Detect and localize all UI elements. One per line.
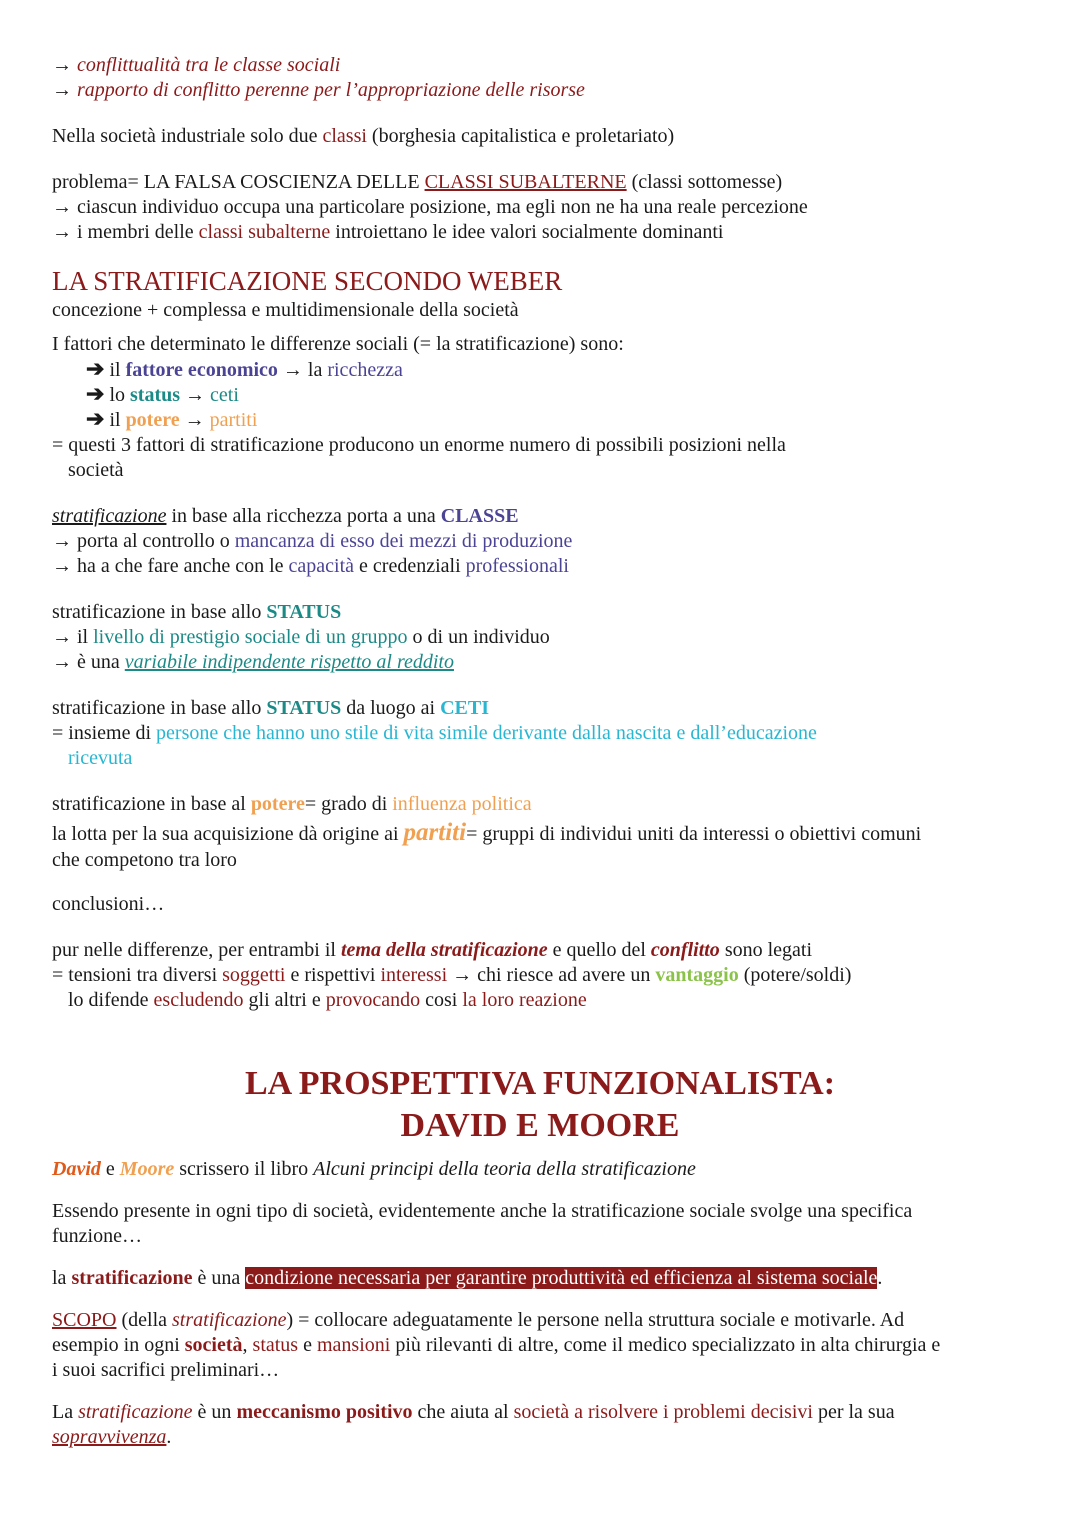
conclusions-label: conclusioni… — [52, 893, 165, 915]
ceti-heading: stratificazione in base allo STATUS da luogo ai CETI — [52, 697, 489, 719]
factors-intro: I fattori che determinato le differenze sociali (= la stratificazione) sono: — [52, 333, 624, 355]
arrow-icon: ➔ — [86, 356, 105, 381]
class-point-1: → porta al controllo o mancanza di esso dei mezzi di produzione — [52, 530, 573, 552]
necessary-condition: la stratificazione è una condizione necessaria per garantire produttività ed efficienza al sistema sociale. — [52, 1267, 883, 1289]
false-consciousness-line: problema= LA FALSA COSCIENZA DELLE CLASSI SUBALTERNE (classi sottomesse) — [52, 171, 783, 193]
parties-line-cont: che competono tra loro — [52, 849, 237, 871]
final-line-3: lo difende escludendo gli altri e provocando cosi la loro reazione — [68, 989, 587, 1011]
status-heading: stratificazione in base allo STATUS — [52, 601, 342, 623]
industrial-society-line: Nella società industriale solo due classi (borghesia capitalistica e proletariato) — [52, 125, 675, 147]
ceti-definition: = insieme di persone che hanno uno stile di vita simile derivante dalla nascita e dall’educazione — [52, 722, 817, 744]
arrow-icon: ➔ — [86, 381, 105, 406]
functionalist-subtitle: DAVID E MOORE — [400, 1107, 680, 1144]
subaltern-line: → i membri delle classi subalterne introiettano le idee valori socialmente dominanti — [52, 221, 724, 243]
arrow-icon: ➔ — [86, 406, 105, 431]
factor-power: ➔ il potere → partiti — [86, 406, 258, 431]
weber-heading: LA STRATIFICAZIONE SECONDO WEBER — [52, 266, 563, 296]
function-line-2: funzione… — [52, 1225, 142, 1247]
parties-line: la lotta per la sua acquisizione dà origine ai partiti= gruppi di individui uniti da interessi o obiettivi comuni — [52, 819, 922, 846]
class-point-2: → ha a che fare anche con le capacità e credenziali professionali — [52, 555, 569, 577]
conflict-line-1: → conflittualità tra le classe sociali — [52, 54, 341, 76]
weber-subtitle: concezione + complessa e multidimensionale della società — [52, 299, 519, 321]
factors-conclusion: = questi 3 fattori di stratificazione producono un enorme numero di possibili posizioni nella — [52, 434, 786, 456]
final-line-1: pur nelle differenze, per entrambi il tema della stratificazione e quello del conflitto sono legati — [52, 939, 813, 961]
function-line-1: Essendo presente in ogni tipo di società, evidentemente anche la stratificazione sociale svolge una specifica — [52, 1200, 913, 1222]
david-moore-book: David e Moore scrissero il libro Alcuni principi della teoria della stratificazione — [52, 1158, 696, 1180]
mechanism-line-1: La stratificazione è un meccanismo positivo che aiuta al società a risolvere i problemi decisivi per la sua — [52, 1401, 895, 1423]
factor-economic: ➔ il fattore economico → la ricchezza — [86, 356, 403, 381]
factor-status: ➔ lo status → ceti — [86, 381, 239, 406]
purpose-line-3: i suoi sacrifici preliminari… — [52, 1359, 280, 1381]
purpose-line-2: esempio in ogni società, status e mansioni più rilevanti di altre, come il medico specializzato in alta chirurgia e — [52, 1334, 941, 1356]
purpose-line-1: SCOPO (della stratificazione) = collocare adeguatamente le persone nella struttura sociale e motivarle. Ad — [52, 1309, 905, 1331]
class-heading: stratificazione in base alla ricchezza porta a una CLASSE — [52, 505, 519, 527]
perception-line: → ciascun individuo occupa una particolare posizione, ma egli non ne ha una reale percezione — [52, 196, 808, 218]
status-point-1: → il livello di prestigio sociale di un gruppo o di un individuo — [52, 626, 550, 648]
ceti-definition-cont: ricevuta — [68, 747, 133, 769]
functionalist-title: LA PROSPETTIVA FUNZIONALISTA: — [244, 1065, 836, 1102]
mechanism-line-2: sopravvivenza. — [52, 1426, 172, 1448]
power-heading: stratificazione in base al potere= grado di influenza politica — [52, 793, 532, 815]
conflict-line-2: → rapporto di conflitto perenne per l’appropriazione delle risorse — [52, 79, 585, 101]
status-point-2: → è una variabile indipendente rispetto al reddito — [52, 651, 454, 673]
final-line-2: = tensioni tra diversi soggetti e rispettivi interessi → chi riesce ad avere un vantaggio (potere/soldi) — [52, 964, 852, 986]
factors-conclusion-cont: società — [68, 459, 124, 481]
